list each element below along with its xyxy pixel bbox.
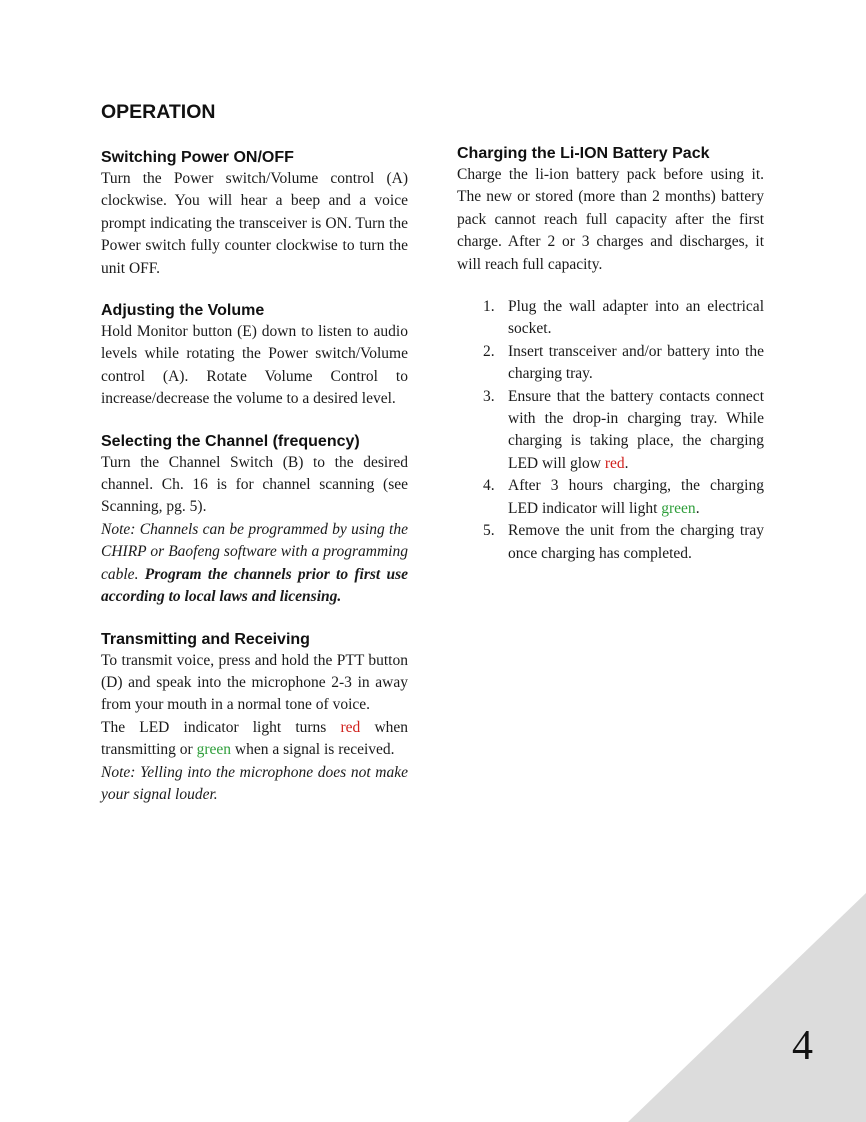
channel-note	[101, 519, 408, 609]
step-color-word: green	[661, 499, 696, 517]
page-heading: OPERATION	[101, 101, 216, 123]
charging-steps	[457, 296, 764, 565]
power-title: Switching Power ON/OFF	[101, 149, 294, 166]
led-text-3: when a signal is received.	[234, 741, 395, 759]
led-text-2: when transmitting or	[101, 718, 409, 759]
list-item	[457, 475, 764, 520]
step-text: Remove the unit from the charging tray once charging has completed.	[508, 522, 764, 562]
step-number: 2.	[483, 342, 495, 360]
power-body: Turn the Power switch/Volume control (A) clockwise. You will hear a beep and a voice prompt indicating the transceiver is ON. Turn the Power switch fully counter clockwise to turn the unit OFF.	[101, 170, 408, 277]
list-item	[457, 341, 764, 386]
channel-title: Selecting the Channel (frequency)	[101, 432, 360, 450]
step-tail: .	[624, 454, 629, 472]
step-color-word: red	[604, 454, 625, 472]
charging-title: Charging the Li-ION Battery Pack	[457, 145, 710, 162]
section-transmit	[101, 630, 408, 807]
corner-triangle	[628, 893, 866, 1122]
step-text: After 3 hours charging, the charging LED indicator will light	[508, 477, 764, 517]
channel-note-plain: Note: Channels can be programmed by using the CHIRP or Baofeng software with a programming cable.	[101, 520, 408, 583]
led-text-1: The LED indicator light turns	[101, 718, 327, 736]
channel-note-bold: Program the channels prior to first use according to local laws and licensing.	[101, 565, 409, 606]
transmit-note: Note: Yelling into the microphone does not make your signal louder.	[101, 763, 408, 803]
step-number: 3.	[483, 387, 495, 405]
step-number: 4.	[483, 477, 495, 495]
transmit-title: Transmitting and Receiving	[101, 630, 310, 648]
page-number: 4	[792, 1023, 813, 1069]
list-item	[457, 386, 764, 476]
charging-body: Charge the li-ion battery pack before using it. The new or stored (more than 2 months) battery pack cannot reach full capacity after the first charge. After 2 or 3 charges and discharges, it will reach full capacity.	[457, 166, 764, 273]
right-column	[457, 144, 764, 586]
led-red-word: red	[340, 718, 361, 736]
section-charging	[457, 144, 764, 565]
list-item	[457, 520, 764, 565]
step-text: Insert transceiver and/or battery into the charging tray.	[508, 342, 764, 383]
left-column	[101, 148, 408, 827]
step-number: 1.	[483, 298, 495, 316]
section-power	[101, 148, 408, 280]
step-tail: .	[695, 499, 700, 517]
step-text: Ensure that the battery contacts connect with the drop-in charging tray. While charging is taking place, the charging LED will glow	[508, 387, 764, 472]
channel-body: Turn the Channel Switch (B) to the desired channel. Ch. 16 is for channel scanning (see Scanning, pg. 5).	[101, 453, 408, 516]
list-item	[457, 296, 764, 341]
step-number: 5.	[483, 522, 495, 540]
led-green-word: green	[196, 741, 231, 759]
section-channel	[101, 432, 408, 609]
volume-title: Adjusting the Volume	[101, 302, 265, 320]
step-text: Plug the wall adapter into an electrical socket.	[508, 298, 764, 338]
transmit-body: To transmit voice, press and hold the PTT button (D) and speak into the microphone 2-3 in away from your mouth in a normal tone of voice.	[101, 651, 408, 714]
section-volume	[101, 301, 408, 411]
volume-body: Hold Monitor button (E) down to listen to audio levels while rotating the Power switch/Volume control (A). Rotate Volume Control to increase/decrease the volume to a desired level.	[101, 323, 408, 408]
led-paragraph	[101, 717, 408, 762]
